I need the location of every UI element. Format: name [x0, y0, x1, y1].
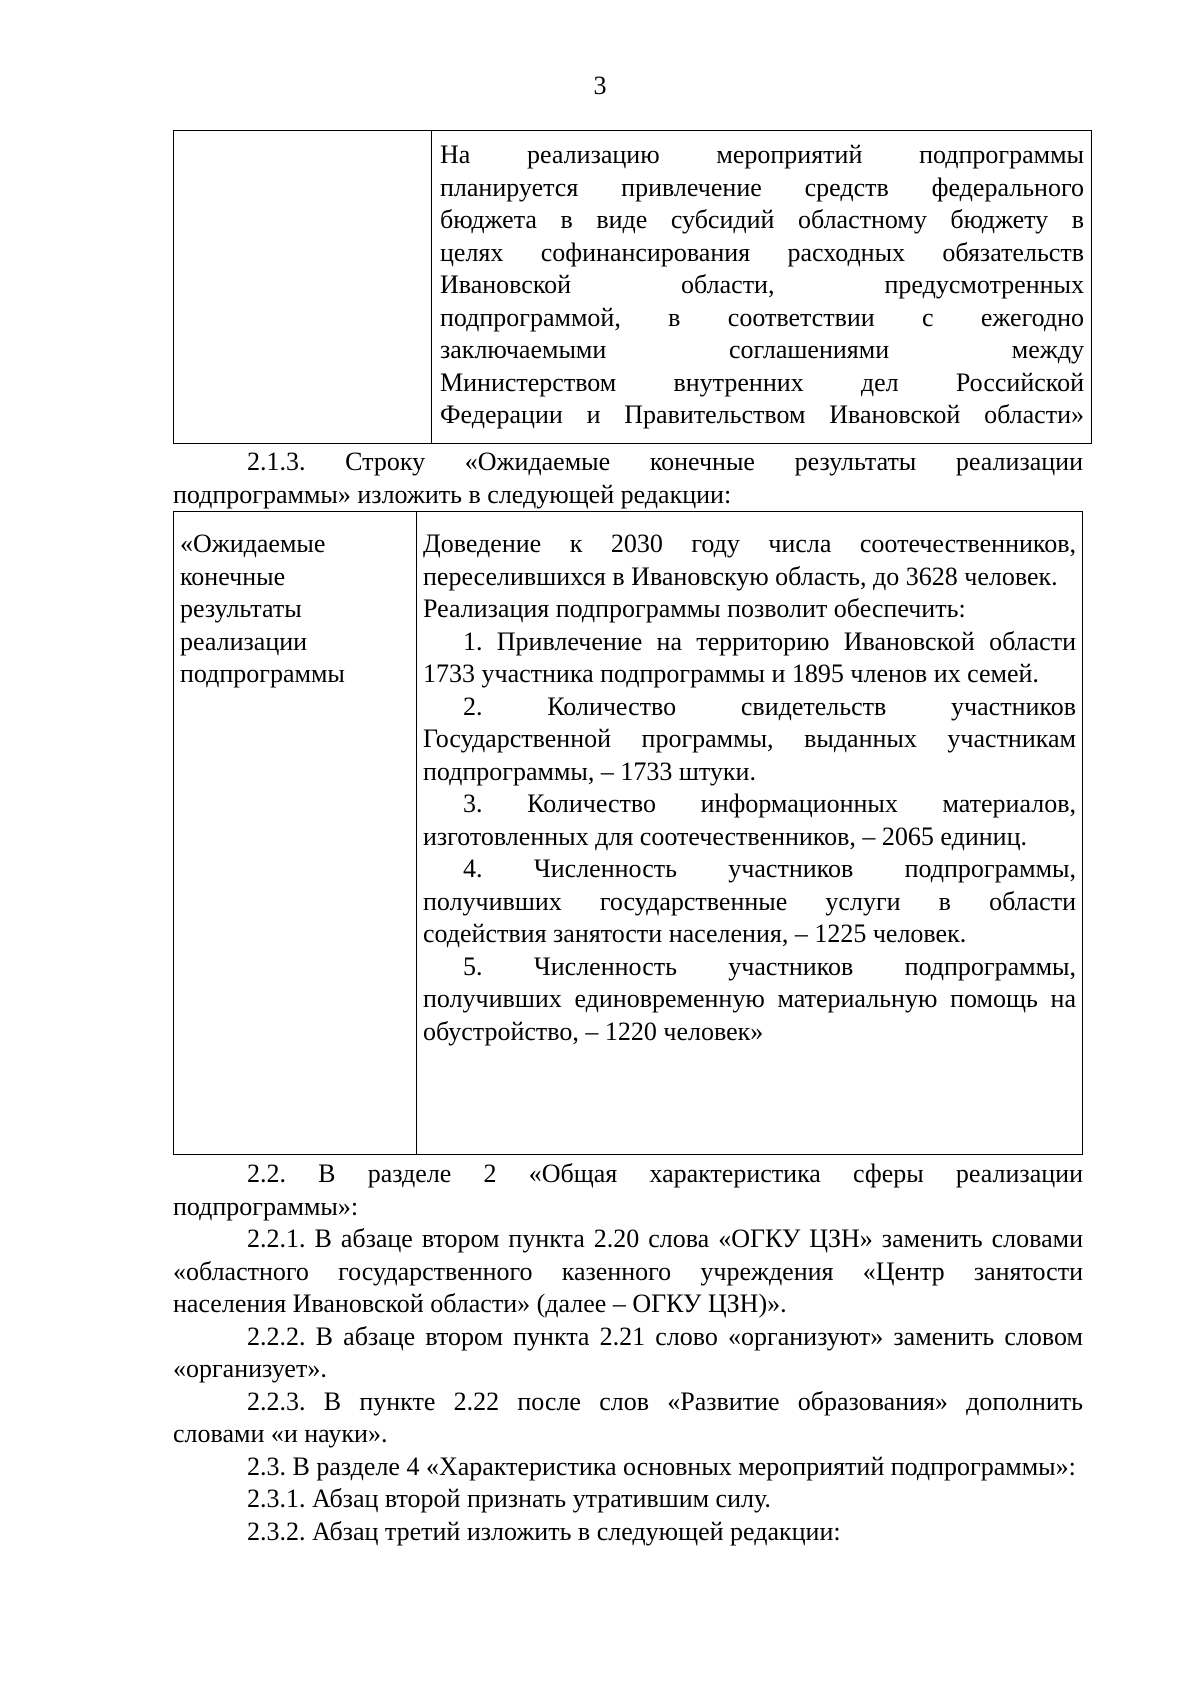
paragraph: 2.2. В разделе 2 «Общая характеристика сферы реализации подпрограммы»:: [173, 1159, 1083, 1221]
row-label-cell: [174, 512, 417, 1155]
text-line: конечные: [180, 561, 286, 591]
result-item: 4. Численность участников подпрограммы, получивших государственные услуги в области содействия занятости населения, – 1225 человек.: [423, 854, 1076, 948]
paragraph: 2.3.2. Абзац третий изложить в следующей редакции:: [247, 1516, 841, 1546]
text-line: Ивановской области, предусмотренных: [440, 270, 1084, 299]
body-paragraphs: [173, 1158, 1083, 1548]
result-item: 3. Количество информационных материалов, изготовленных для соотечественников, – 2065 единиц.: [423, 789, 1076, 851]
text-line: заключаемыми соглашениями между: [440, 335, 1084, 364]
text-line: результаты: [180, 594, 302, 623]
paragraph: 2.2.3. В пункте 2.22 после слов «Развитие образования» дополнить словами «и науки».: [173, 1386, 1083, 1448]
funding-table-fragment: [173, 130, 1092, 444]
result-item: 2. Количество свидетельств участников Государственной программы, выданных участникам подпрограммы, – 1733 штуки.: [423, 691, 1076, 786]
paragraph: 2.2.1. В абзаце втором пункта 2.20 слова «ОГКУ ЦЗН» заменить словами «областного государственного казенного учреждения «Центр занятости населения Ивановской области» (далее – ОГКУ ЦЗН)».: [173, 1224, 1083, 1318]
paragraph: 2.3. В разделе 4 «Характеристика основных мероприятий подпрограммы»:: [247, 1451, 1076, 1481]
table-cell-empty: [174, 131, 432, 444]
text-line: подпрограммы» изложить в следующей редакции:: [173, 479, 732, 509]
paragraph: 2.2.2. В абзаце втором пункта 2.21 слово «организуют» заменить словом «организует».: [173, 1321, 1083, 1383]
text-line: подпрограммой, в соответствии с ежегодно: [440, 302, 1084, 332]
results-intro: Доведение к 2030 году числа соотечественников, переселившихся в Ивановскую область, до 3628 человек.: [423, 529, 1076, 591]
table-row: [174, 131, 1092, 444]
results-description-cell: [417, 512, 1083, 1155]
text-line: планируется привлечение средств федерального: [440, 172, 1084, 202]
paragraph-2-1-3: [173, 446, 1083, 511]
text-line: На реализацию мероприятий подпрограммы: [440, 140, 1084, 169]
expected-results-table: [173, 511, 1083, 1155]
result-item: 5. Численность участников подпрограммы, получивших единовременную материальную помощь на обустройство, – 1220 человек»: [423, 951, 1076, 1046]
text-line: 2.1.3. Строку «Ожидаемые конечные результаты реализации: [247, 447, 1083, 476]
text-line: бюджета в виде субсидий областному бюджету в: [440, 205, 1084, 234]
text-line: подпрограммы: [180, 659, 345, 688]
text-line: Федерации и Правительством Ивановской области»: [440, 400, 1084, 429]
table-row: [174, 512, 1083, 1155]
page-number: 3: [593, 71, 607, 100]
text-line: «Ожидаемые: [180, 529, 326, 558]
paragraph: 2.3.1. Абзац второй признать утратившим силу.: [247, 1484, 771, 1513]
text-line: целях софинансирования расходных обязательств: [440, 237, 1084, 267]
funding-description-cell: [432, 131, 1092, 444]
results-lead: Реализация подпрограммы позволит обеспечить:: [423, 594, 966, 623]
text-line: реализации: [180, 626, 308, 656]
result-item: 1. Привлечение на территорию Ивановской области 1733 участника подпрограммы и 1895 членов их семей.: [423, 626, 1076, 688]
text-line: Министерством внутренних дел Российской: [440, 367, 1084, 397]
